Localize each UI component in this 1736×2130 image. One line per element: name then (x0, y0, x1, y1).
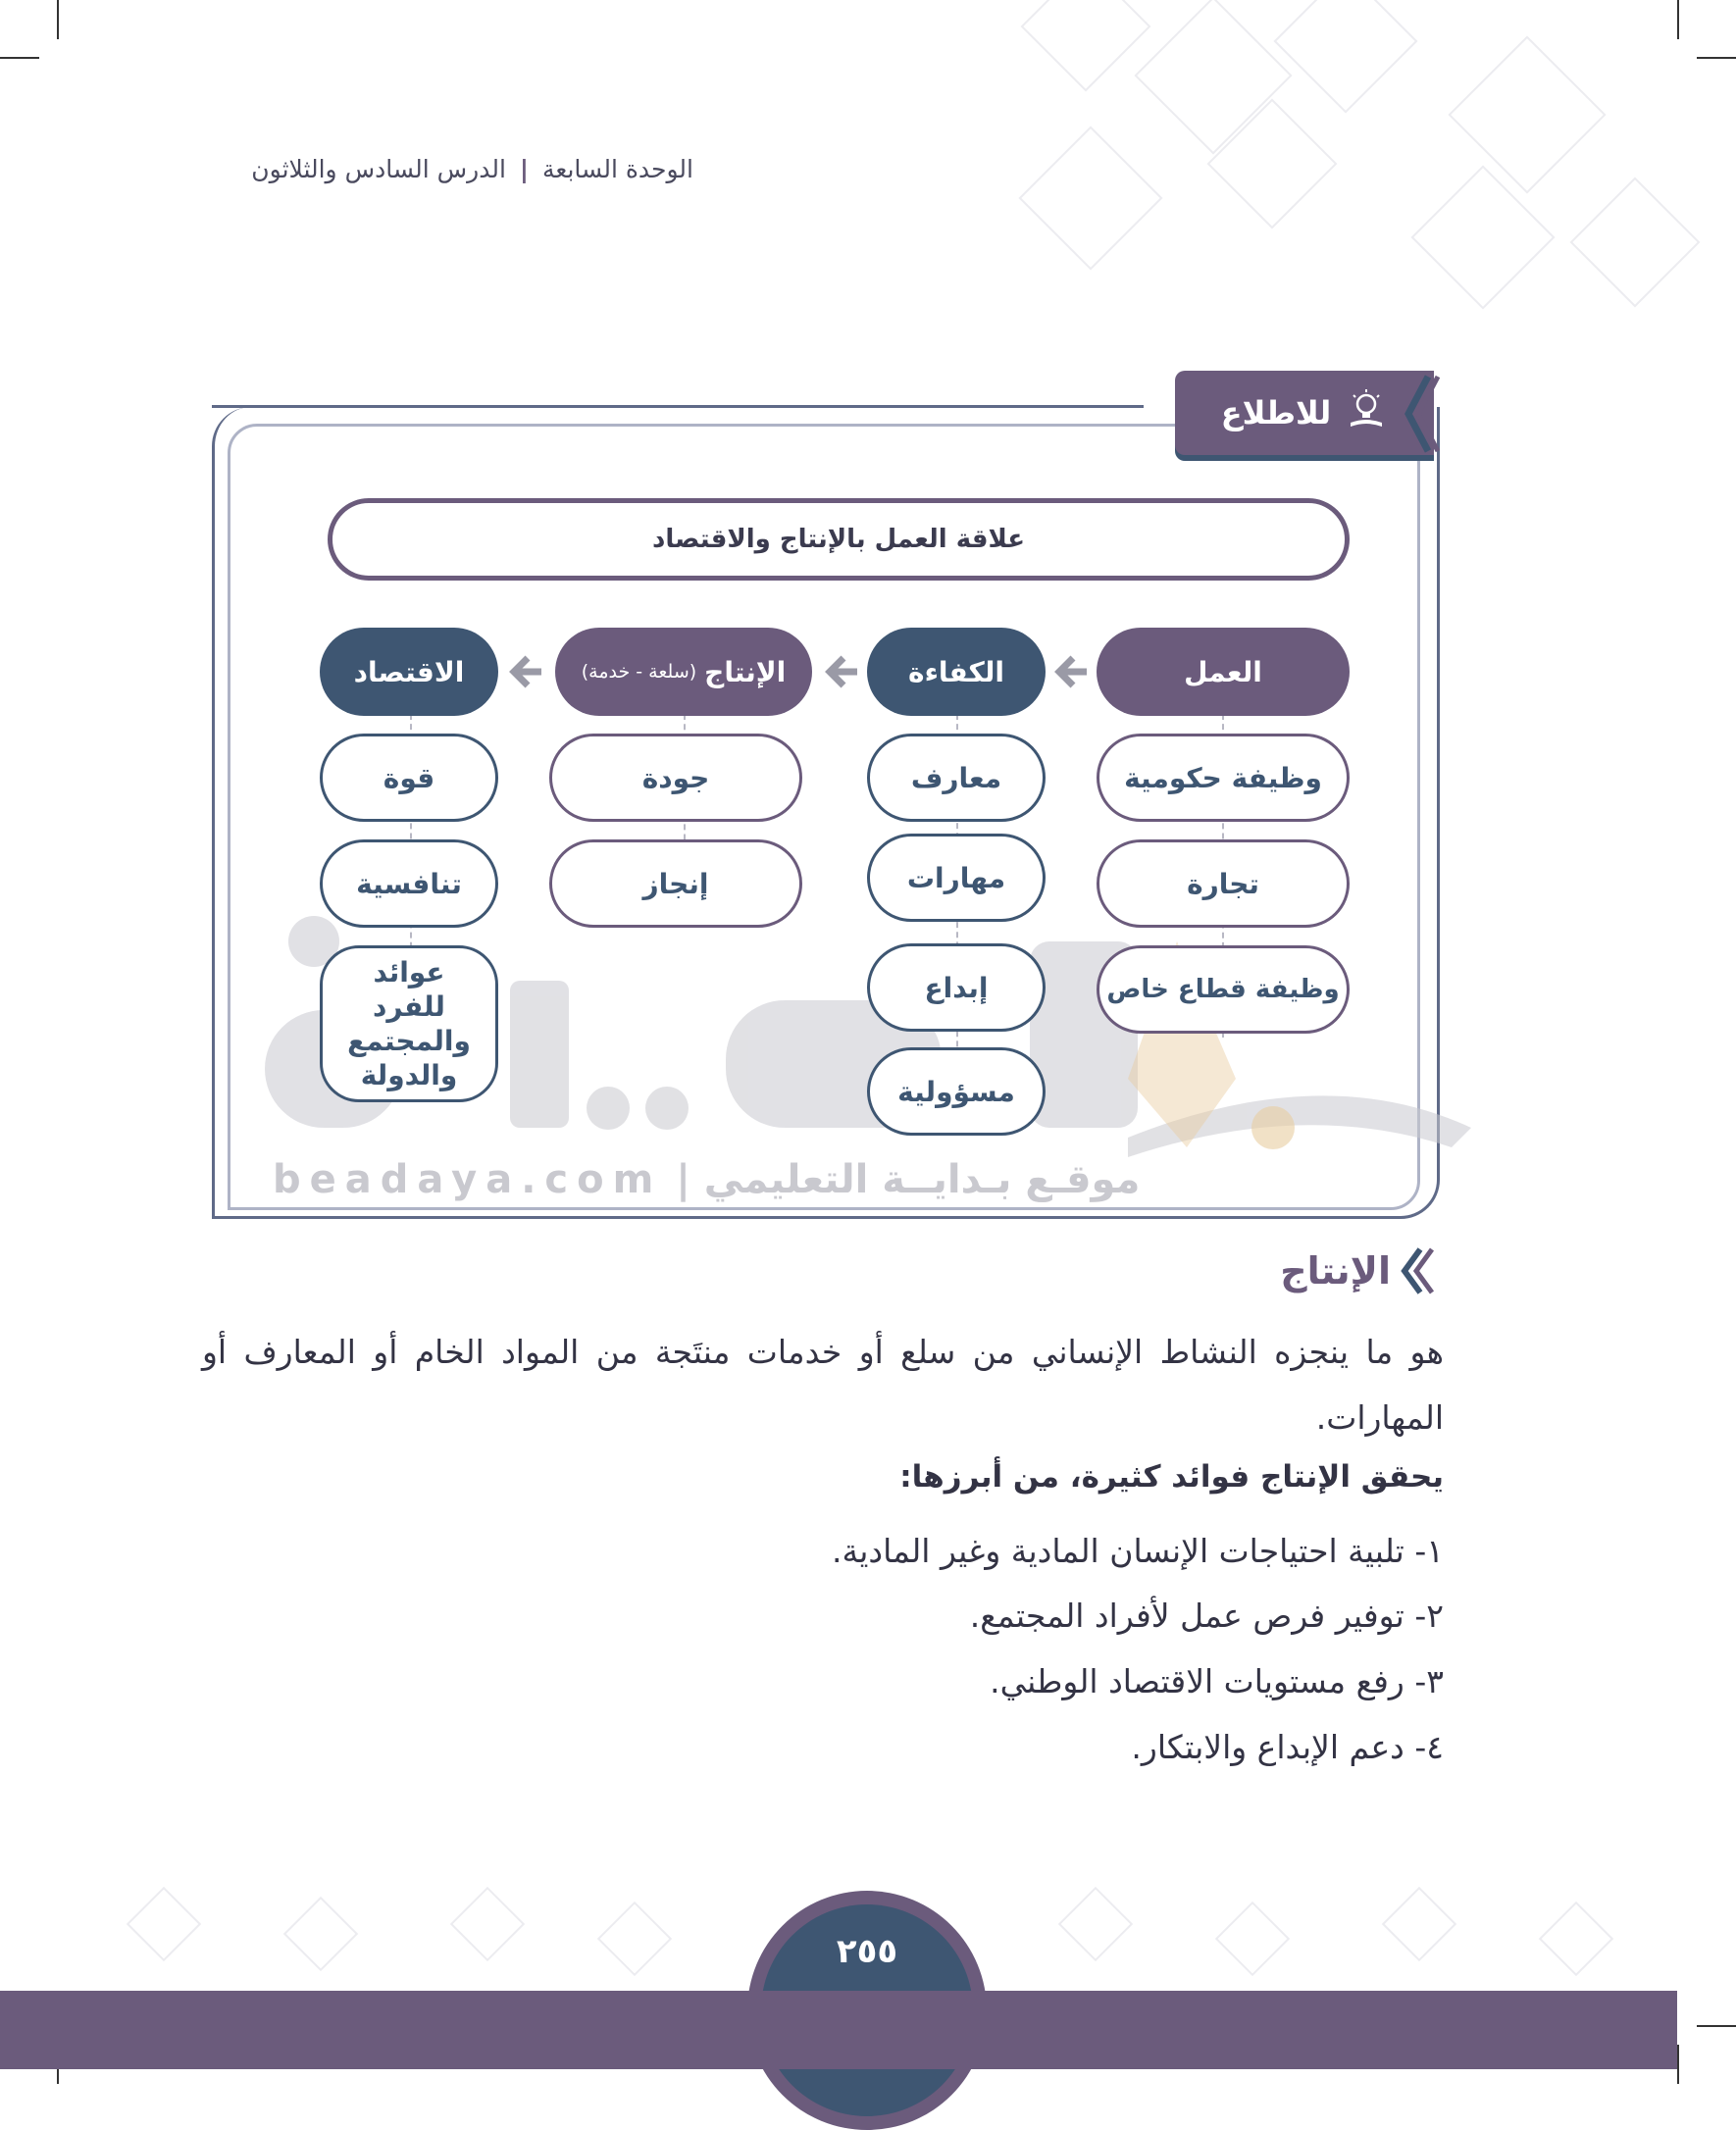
double-chevron-icon (1397, 1245, 1438, 1296)
diagram-title: علاقة العمل بالإنتاج والاقتصاد (328, 498, 1350, 581)
item-skills: مهارات (867, 834, 1046, 922)
decorative-pattern (1382, 1887, 1456, 1961)
item-trade: تجارة (1097, 839, 1350, 928)
page-number: ٢٥٥ (836, 1932, 898, 1971)
watermark-text (273, 1157, 1140, 1202)
head-economy: الاقتصاد (320, 628, 498, 716)
header-separator: | (519, 155, 530, 183)
crop-mark (1697, 2025, 1736, 2027)
head-production-label: الإنتاج (704, 655, 787, 688)
item-returns: عوائد للفرد والمجتمع والدولة (320, 945, 498, 1102)
lesson-label: الدرس السادس والثلاثون (251, 155, 506, 183)
decorative-pattern (283, 1897, 358, 1971)
head-competence: الكفاءة (867, 628, 1046, 716)
item-knowledge: معارف (867, 734, 1046, 822)
crop-mark (1677, 2045, 1679, 2084)
benefits-intro: يحقق الإنتاج فوائد كثيرة، من أبرزها: (899, 1459, 1444, 1495)
arrow-left-icon (1051, 652, 1091, 691)
watermark-separator: | (676, 1157, 690, 1202)
list-item: ١- تلبية احتياجات الإنسان المادية وغير المادية. (832, 1532, 1444, 1570)
definition-paragraph: هو ما ينجزه النشاط الإنساني من سلع أو خدمات منتَجة من المواد الخام أو المعارف أو المهارات. (202, 1333, 1444, 1437)
crop-mark (1697, 57, 1736, 59)
item-competitiveness: تنافسية (320, 839, 498, 928)
decorative-pattern (1570, 178, 1701, 308)
arrow-left-icon (506, 652, 545, 691)
running-header (105, 155, 693, 183)
item-government-job: وظيفة حكومية (1097, 734, 1350, 822)
crop-mark (0, 57, 39, 59)
decorative-pattern (1539, 1902, 1613, 1976)
watermark-site: beadaya.com (273, 1157, 663, 1202)
crop-mark (1677, 0, 1679, 39)
arrow-left-icon (822, 652, 861, 691)
decorative-pattern (1021, 0, 1151, 91)
item-strength: قوة (320, 734, 498, 822)
lightbulb-book-icon (1345, 387, 1388, 438)
decorative-pattern (1273, 0, 1417, 114)
decorative-pattern (1018, 126, 1162, 270)
item-creativity: إبداع (867, 943, 1046, 1032)
head-work: العمل (1097, 628, 1350, 716)
head-production (555, 628, 812, 716)
item-private-job: وظيفة قطاع خاص (1097, 945, 1350, 1034)
footer-bar (0, 1991, 1677, 2069)
decorative-pattern (1448, 35, 1606, 193)
head-production-note: (سلعة - خدمة) (581, 661, 697, 683)
callout-tab (1175, 371, 1434, 455)
decorative-pattern (597, 1902, 672, 1976)
decorative-pattern (127, 1887, 201, 1961)
callout-tab-label: للاطلاع (1220, 394, 1332, 431)
decorative-pattern (1215, 1902, 1290, 1976)
list-item: ٣- رفع مستويات الاقتصاد الوطني. (990, 1662, 1444, 1700)
decorative-pattern (1058, 1887, 1133, 1961)
section-heading (1280, 1245, 1438, 1296)
list-item: ٢- توفير فرص عمل لأفراد المجتمع. (969, 1597, 1444, 1635)
item-achievement: إنجاز (549, 839, 802, 928)
list-item: ٤- دعم الإبداع والابتكار. (1131, 1728, 1444, 1766)
section-title: الإنتاج (1280, 1249, 1391, 1293)
crop-mark (57, 0, 59, 39)
decorative-pattern (450, 1887, 525, 1961)
item-responsibility: مسؤولية (867, 1047, 1046, 1136)
double-chevron-icon (1401, 373, 1440, 455)
item-quality: جودة (549, 734, 802, 822)
unit-label: الوحدة السابعة (541, 155, 693, 183)
watermark-site-arabic: موقـع بـدايــة التعليمي (703, 1157, 1141, 1202)
